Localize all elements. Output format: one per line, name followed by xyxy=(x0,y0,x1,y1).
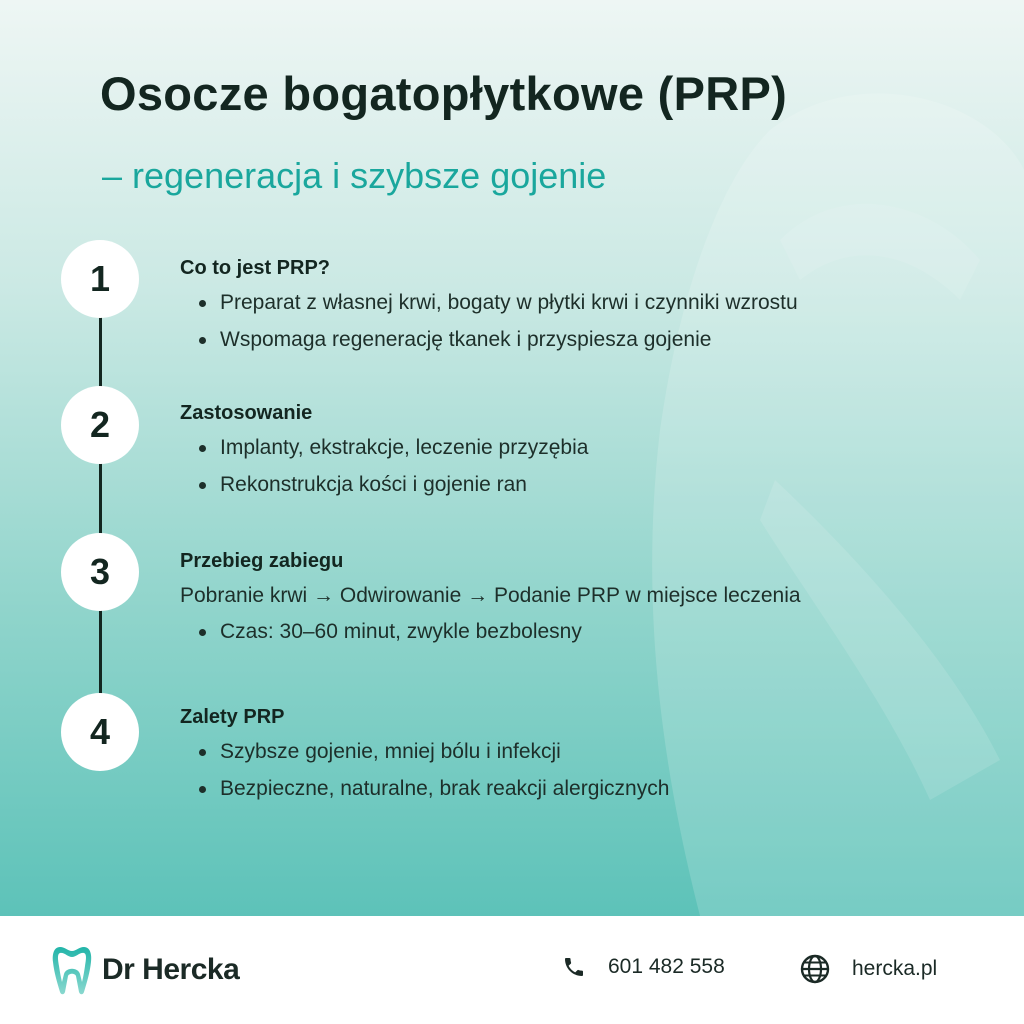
section-title: Przebieg zabiegu xyxy=(180,550,344,572)
website-link: hercka.pl xyxy=(852,957,938,980)
phone-number: 601 482 558 xyxy=(608,955,725,978)
step-number-3: 3 xyxy=(61,533,139,611)
section-title: Zalety PRP xyxy=(180,706,285,728)
list-item: Rekonstrukcja kości i gojenie ran xyxy=(180,472,1000,498)
section-procedure xyxy=(180,549,1000,656)
section-title: Zastosowanie xyxy=(180,402,313,424)
step-number-1: 1 xyxy=(61,240,139,318)
section-what-is-prp xyxy=(180,256,1000,364)
bullet-list xyxy=(180,290,1000,353)
bullet-list xyxy=(180,739,1000,802)
phone-contact[interactable] xyxy=(562,954,725,980)
timeline-line xyxy=(99,290,102,735)
section-benefits xyxy=(180,705,1000,813)
phone-icon xyxy=(562,954,586,980)
section-applications xyxy=(180,401,1000,509)
globe-icon xyxy=(800,954,830,984)
list-item: Bezpieczne, naturalne, brak reakcji alergicznych xyxy=(180,776,1000,802)
step-number-4: 4 xyxy=(61,693,139,771)
brand-logo[interactable] xyxy=(52,944,239,996)
website-contact[interactable] xyxy=(800,954,937,984)
bullet-list xyxy=(180,435,1000,498)
list-item: Szybsze gojenie, mniej bólu i infekcji xyxy=(180,739,1000,765)
bullet-list xyxy=(180,619,1000,645)
brand-name: Dr Hercka xyxy=(102,953,240,986)
page-subtitle: – regeneracja i szybsze gojenie xyxy=(102,155,607,196)
tooth-logo-icon xyxy=(52,944,92,996)
list-item: Preparat z własnej krwi, bogaty w płytki krwi i czynniki wzrostu xyxy=(180,290,1000,316)
procedure-flow: Pobranie krwi → Odwirowanie → Podanie PRP w miejsce leczenia xyxy=(180,584,801,607)
list-item: Implanty, ekstrakcje, leczenie przyzębia xyxy=(180,435,1000,461)
list-item: Czas: 30–60 minut, zwykle bezbolesny xyxy=(180,619,1000,645)
list-item: Wspomaga regenerację tkanek i przyspiesza gojenie xyxy=(180,327,1000,353)
footer-bar xyxy=(0,916,1024,1024)
step-number-2: 2 xyxy=(61,386,139,464)
section-title: Co to jest PRP? xyxy=(180,257,331,279)
page-title: Osocze bogatopłytkowe (PRP) xyxy=(100,67,788,120)
